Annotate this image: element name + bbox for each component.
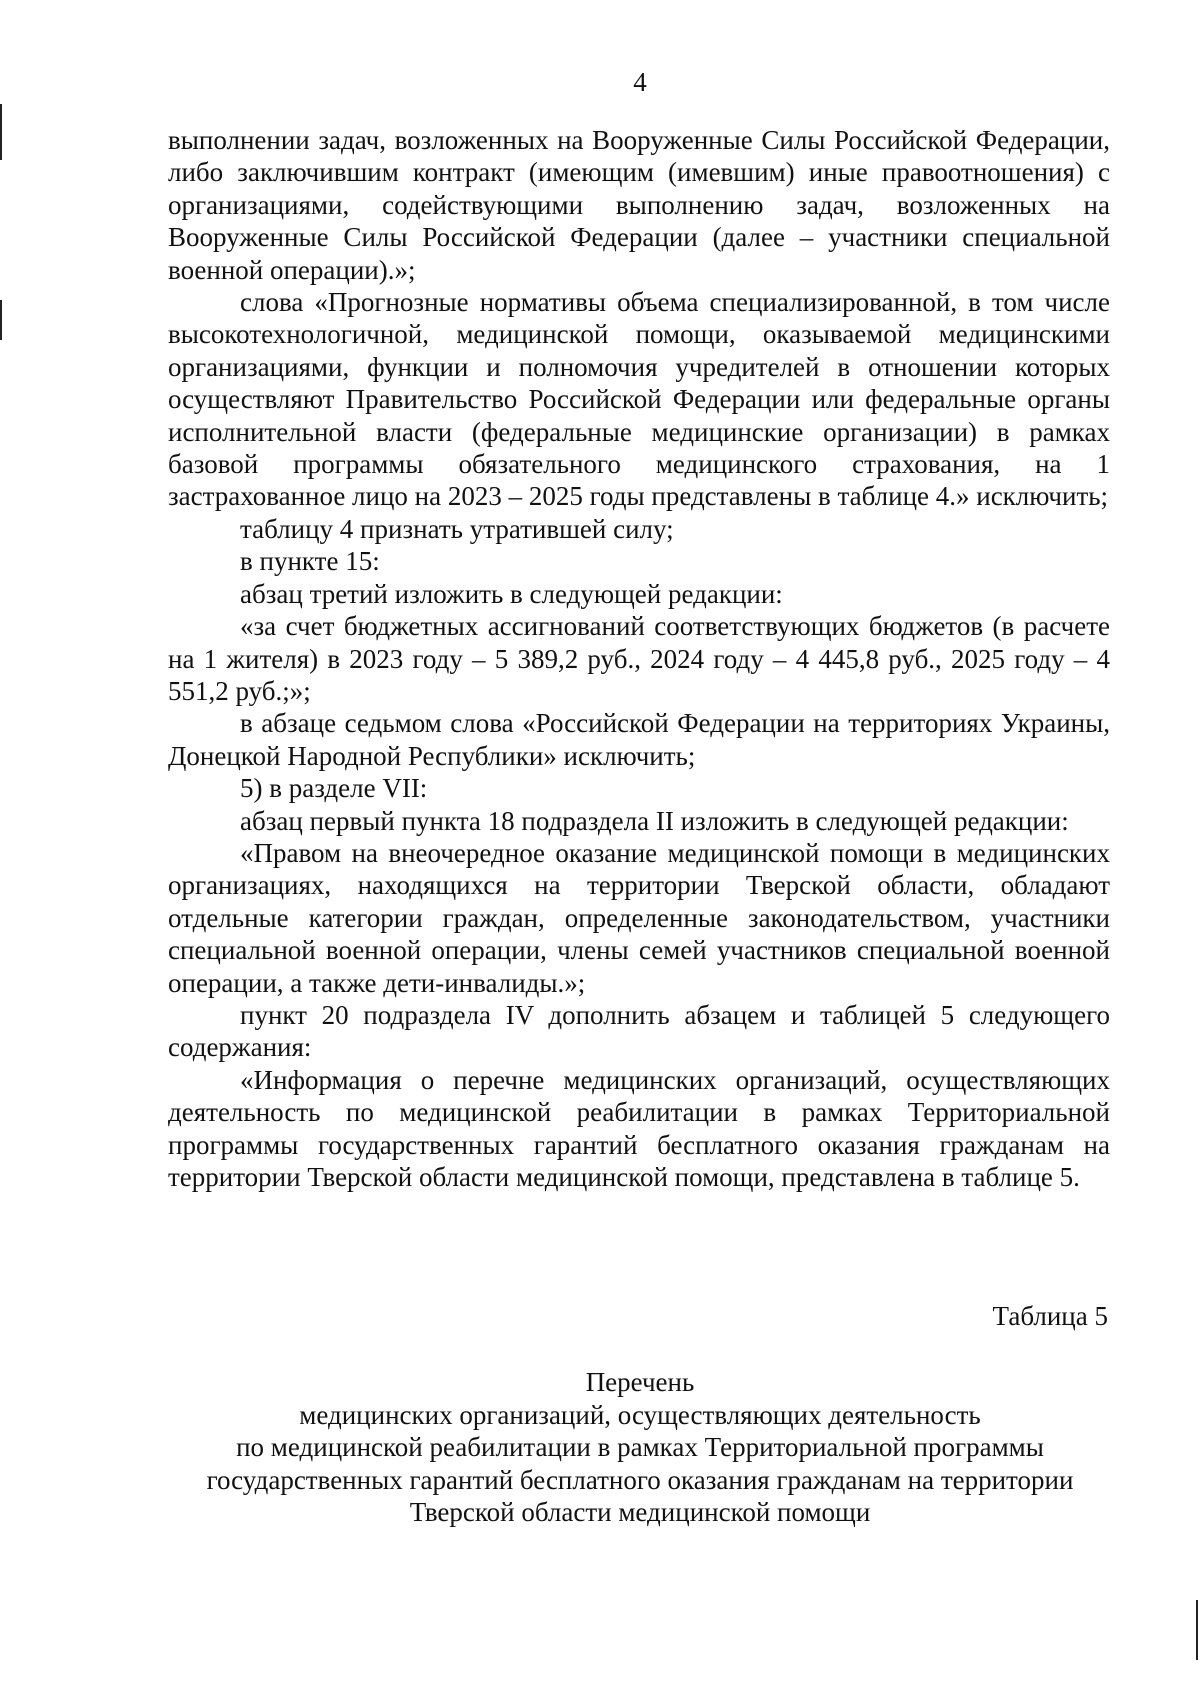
paragraph-continuation: выполнении задач, возложенных на Вооруженные Силы Российской Федерации, либо заключившим контракт (имеющим (имевшим) иные правоотношения) с организациями, содействующими выполнению задач, возложенных на Вооруженные Силы Российской Федерации (далее – участники специальной военной операции).»;: [168, 125, 1110, 285]
paragraph-section-vii: 5) в разделе VII:: [240, 773, 428, 804]
scan-edge-mark: [0, 300, 2, 340]
heading-line: Тверской области медицинской помощи: [409, 1497, 871, 1527]
paragraph-item-15: в пункте 15:: [240, 546, 380, 577]
table-caption: Таблица 5: [992, 1301, 1108, 1331]
scan-edge-mark: [0, 104, 2, 160]
paragraph-budget-allocations: «за счет бюджетных ассигнований соответствующих бюджетов (в расчете на 1 жителя) в 2023 году – 5 389,2 руб., 2024 году – 4 445,8 руб., 2025 году – 4 551,2 руб.;»;: [168, 611, 1110, 706]
paragraph-rehab-info: «Информация о перечне медицинских организаций, осуществляющих деятельность по медицинской реабилитации в рамках Территориальной программы государственных гарантий бесплатного оказания гражданам на территории Тверской области медицинской помощи, представлена в таблице 5.: [168, 1064, 1110, 1192]
paragraph-table-4-void: таблицу 4 признать утратившей силу;: [240, 513, 674, 544]
heading-line: медицинских организаций, осуществляющих деятельность: [299, 1399, 981, 1430]
paragraph-priority-care: «Правом на внеочередное оказание медицинской помощи в медицинских организациях, находящихся на территории Тверской области, обладают отдельные категории граждан, определенные законодательством, участники специальной военной операции, члены семей участников специальной военной операции, а также дети-инвалиды.»;: [168, 837, 1110, 998]
heading-line: по медицинской реабилитации в рамках Территориальной программы: [236, 1432, 1044, 1462]
paragraph-third-abzac: абзац третий изложить в следующей редакции:: [240, 578, 783, 609]
list-heading: [140, 1366, 1140, 1529]
heading-line: Перечень: [585, 1367, 695, 1397]
paragraph-item-20: пункт 20 подраздела IV дополнить абзацем и таблицей 5 следующего содержания:: [168, 999, 1110, 1063]
heading-line: государственных гарантий бесплатного оказания гражданам на территории: [206, 1464, 1074, 1495]
paragraph-seventh-abzac: в абзаце седьмом слова «Российской Федерации на территориях Украины, Донецкой Народной Республики» исключить;: [168, 708, 1110, 771]
scan-edge-mark: [1196, 1600, 1198, 1660]
body-text: [168, 124, 1110, 1193]
page-number: 4: [633, 67, 647, 97]
paragraph-item-18: абзац первый пункта 18 подраздела II изложить в следующей редакции:: [240, 805, 1069, 836]
paragraph-words-forecast-norms: слова «Прогнозные нормативы объема специализированной, в том числе высокотехнологичной, медицинской помощи, оказываемой медицинскими организациями, функции и полномочия учредителей в отношении которых осуществляют Правительство Российской Федерации или федеральные органы исполнительной власти (федеральные медицинские организации) в рамках базовой программы обязательного медицинского страхования, на 1 застрахованное лицо на 2023 – 2025 годы представлены в таблице 4.» исключить;: [168, 287, 1110, 512]
